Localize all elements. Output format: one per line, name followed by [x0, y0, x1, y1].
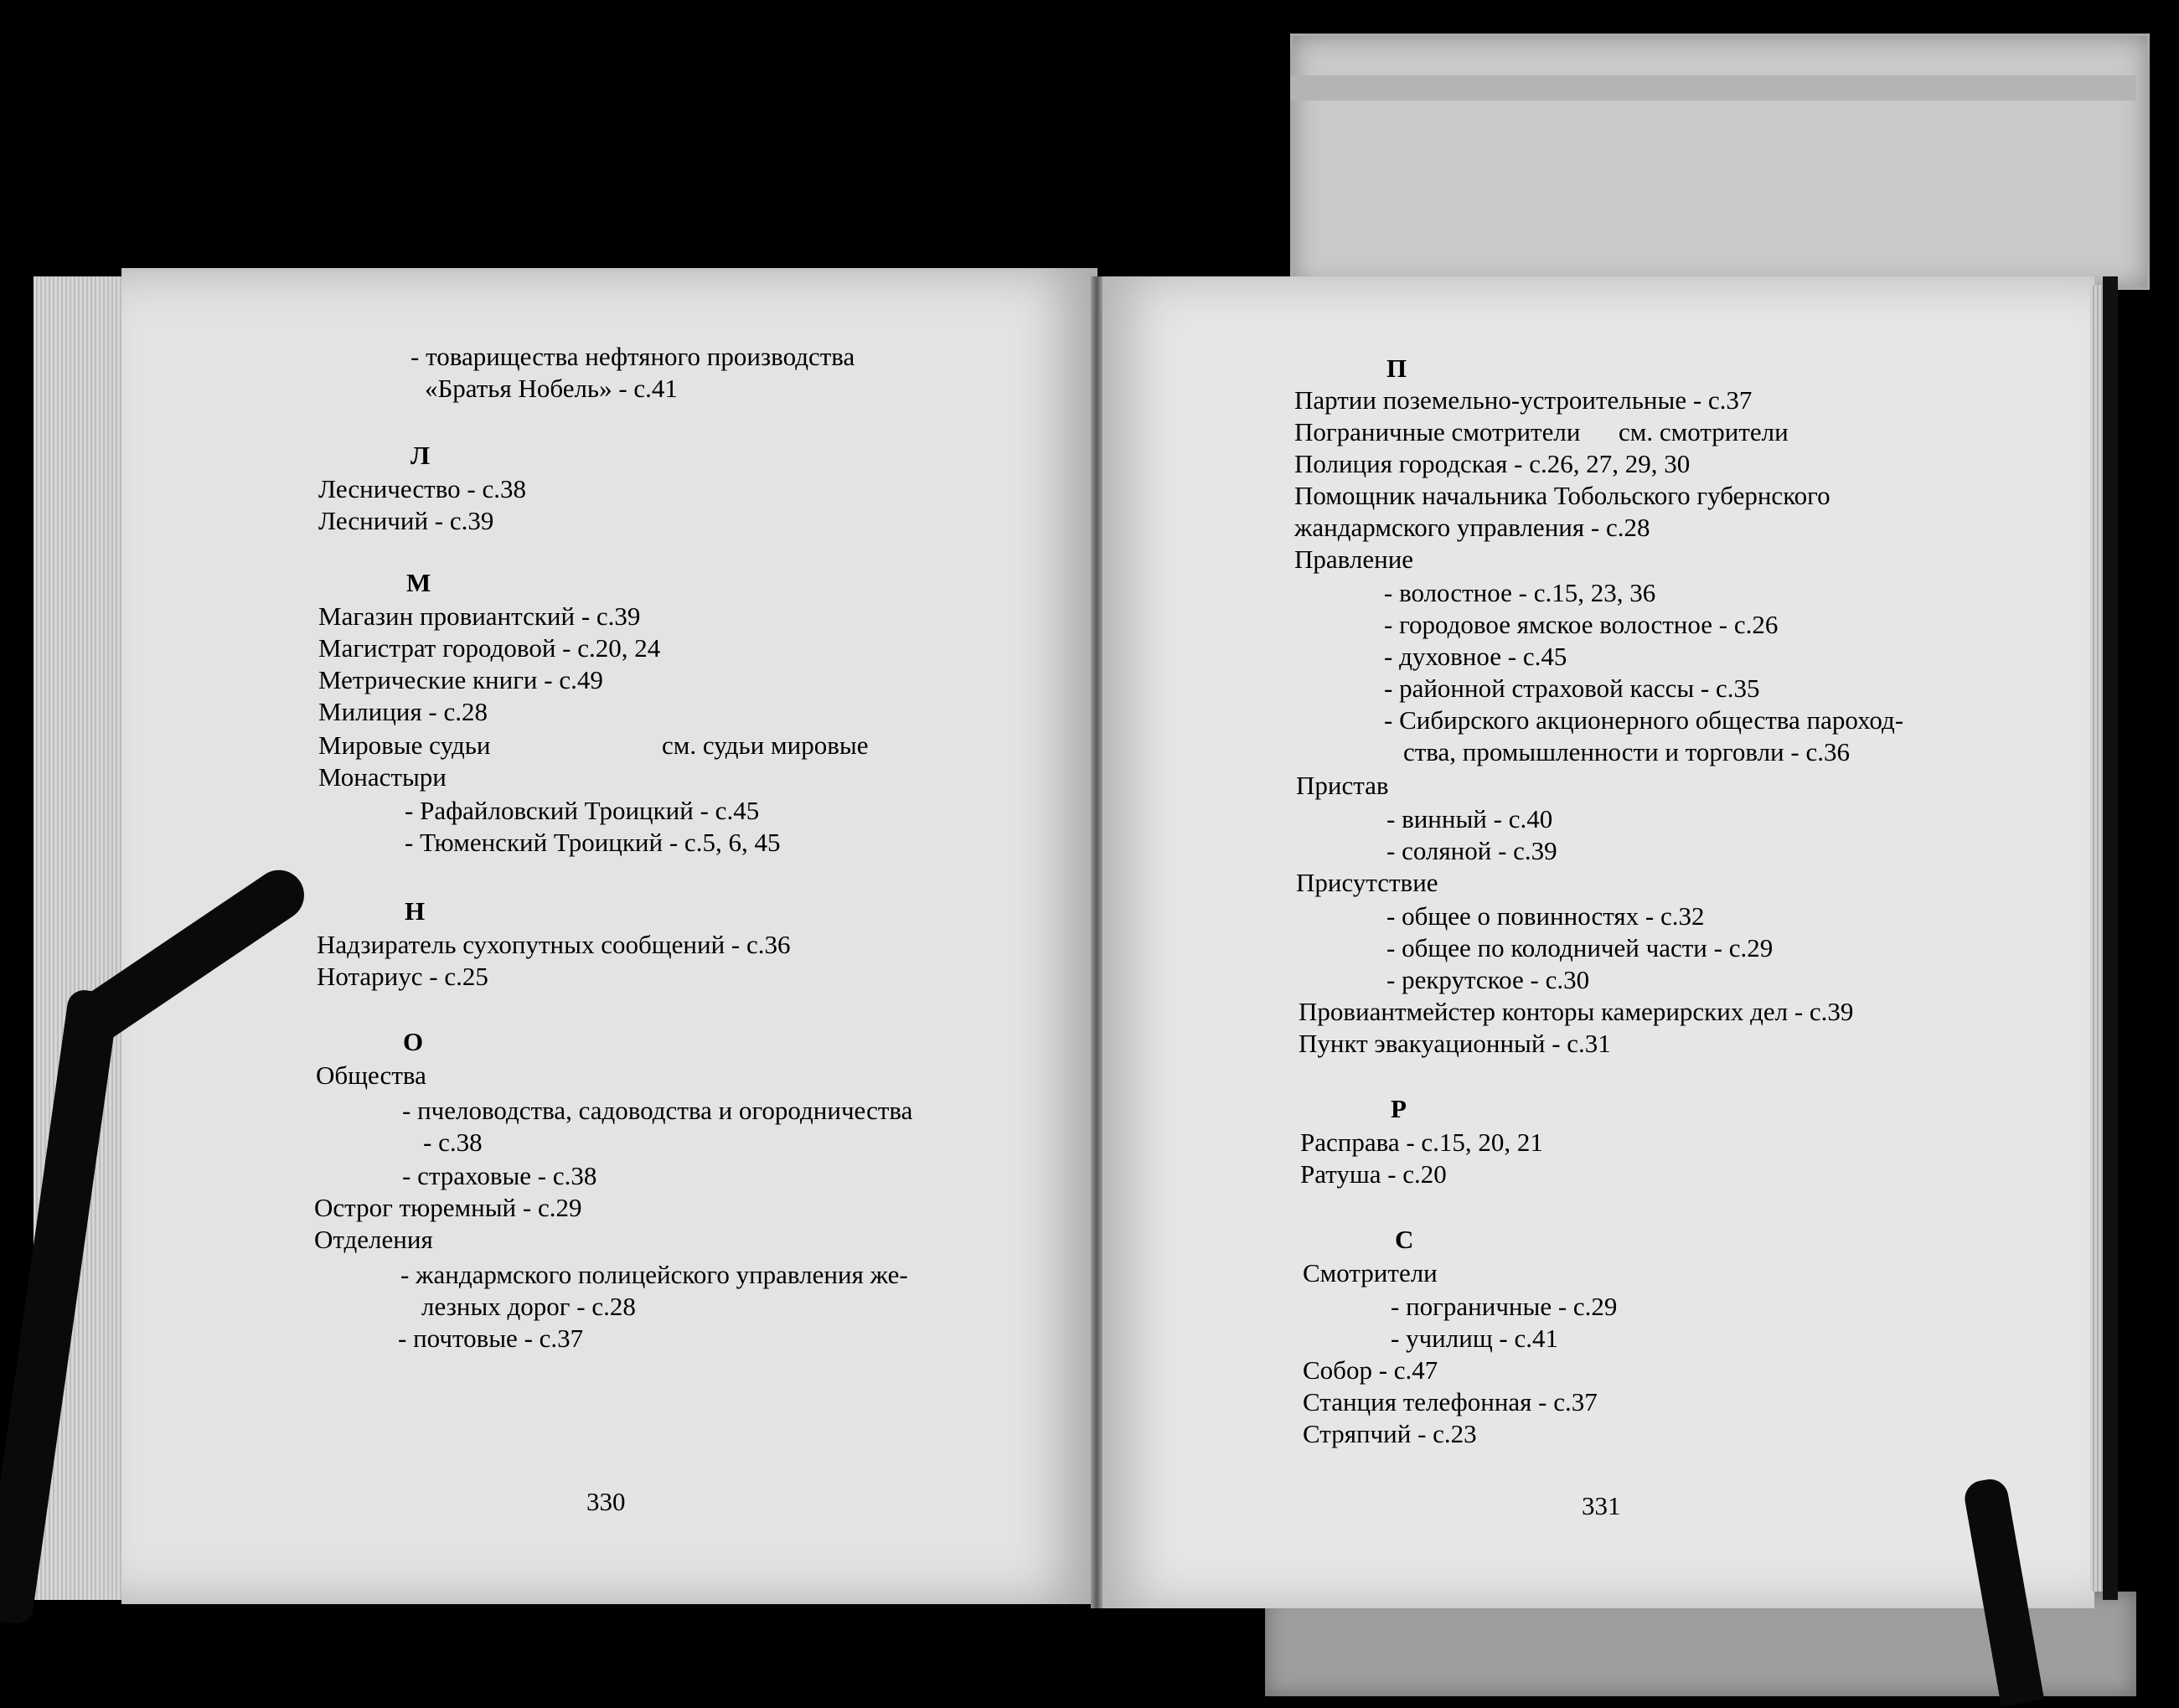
index-entry: Расправа - с.15, 20, 21: [1300, 1127, 1543, 1157]
index-entry: Милиция - с.28: [318, 697, 488, 726]
index-entry: Лесничий - с.39: [318, 506, 494, 535]
right-page: [1097, 276, 2094, 1608]
cross-reference: см. судьи мировые: [662, 730, 869, 760]
index-entry: Метрические книги - с.49: [318, 665, 603, 694]
index-entry: - Сибирского акционерного общества пароход-: [1384, 705, 1904, 735]
index-entry: Партии поземельно-устроительные - с.37: [1294, 385, 1753, 415]
index-entry: - почтовые - с.37: [398, 1324, 584, 1353]
index-entry: - с.38: [423, 1127, 483, 1157]
index-entry: Смотрители: [1303, 1258, 1438, 1287]
right-cover-edge: [2103, 276, 2118, 1600]
section-letter: Р: [1391, 1094, 1407, 1123]
index-entry: - Тюменский Троицкий - с.5, 6, 45: [405, 828, 781, 857]
index-entry: Магазин провиантский - с.39: [318, 601, 641, 631]
index-entry: Нотариус - с.25: [317, 962, 488, 991]
index-entry: - винный - с.40: [1386, 804, 1553, 833]
left-page: [121, 268, 1097, 1604]
index-entry: - страховые - с.38: [402, 1161, 597, 1190]
index-entry: ства, промышленности и торговли - с.36: [1403, 737, 1850, 766]
index-entry: - районной страховой кассы - с.35: [1384, 673, 1760, 703]
index-entry: - товарищества нефтяного производства: [410, 342, 855, 371]
index-entry: жандармского управления - с.28: [1294, 513, 1650, 542]
index-entry: Пункт эвакуационный - с.31: [1299, 1029, 1611, 1058]
index-entry: Пограничные смотрители: [1294, 417, 1581, 446]
index-entry: Правление: [1294, 544, 1414, 574]
index-entry: - пчеловодства, садоводства и огородничества: [402, 1096, 913, 1125]
index-entry: Помощник начальника Тобольского губернского: [1294, 481, 1830, 510]
index-entry: Лесничество - с.38: [318, 474, 526, 503]
index-entry: - жандармского полицейского управления же-: [400, 1260, 908, 1289]
index-entry: лезных дорог - с.28: [421, 1292, 636, 1321]
background-paper-edge: [1290, 75, 2136, 101]
index-entry: Общества: [316, 1060, 426, 1090]
index-entry: - общее о повинностях - с.32: [1386, 901, 1705, 931]
section-letter: С: [1395, 1225, 1414, 1254]
index-entry: Пристав: [1296, 771, 1389, 800]
index-entry: Надзиратель сухопутных сообщений - с.36: [317, 930, 791, 959]
section-letter: П: [1386, 353, 1407, 383]
index-entry: - общее по колодничей части - с.29: [1386, 933, 1774, 962]
index-entry: - городовое ямское волостное - с.26: [1384, 610, 1779, 639]
index-entry: - пограничные - с.29: [1391, 1292, 1618, 1321]
index-entry: Магистрат городовой - с.20, 24: [318, 633, 661, 663]
background-paper-stack: [1290, 34, 2150, 290]
index-entry: Полиция городская - с.26, 27, 29, 30: [1294, 449, 1691, 478]
index-entry: - волостное - с.15, 23, 36: [1384, 578, 1656, 607]
index-entry: Провиантмейстер конторы камерирских дел - с.39: [1299, 997, 1854, 1026]
index-entry: «Братья Нобель» - с.41: [425, 374, 678, 403]
index-entry: Ратуша - с.20: [1300, 1159, 1447, 1189]
index-entry: Стряпчий - с.23: [1303, 1419, 1477, 1448]
index-entry: Присутствие: [1296, 868, 1438, 897]
index-entry: - соляной - с.39: [1386, 836, 1557, 865]
section-letter: Л: [410, 441, 431, 470]
index-entry: Острог тюремный - с.29: [314, 1193, 582, 1222]
page-number: 331: [1582, 1491, 1621, 1520]
section-letter: Н: [405, 896, 426, 926]
section-letter: М: [406, 568, 431, 597]
index-entry: - рекрутское - с.30: [1386, 965, 1590, 994]
index-entry: - духовное - с.45: [1384, 642, 1567, 671]
index-entry: Монастыри: [318, 762, 447, 792]
section-letter: О: [403, 1027, 424, 1056]
page-number: 330: [586, 1487, 626, 1516]
index-entry: - Рафайловский Троицкий - с.45: [405, 796, 760, 825]
index-entry: Мировые судьи: [318, 730, 491, 760]
index-entry: - училищ - с.41: [1391, 1324, 1559, 1353]
cross-reference: см. смотрители: [1619, 417, 1789, 446]
index-entry: Отделения: [314, 1225, 433, 1254]
book-gutter: [1091, 276, 1102, 1608]
index-entry: Собор - с.47: [1303, 1355, 1438, 1385]
index-entry: Станция телефонная - с.37: [1303, 1387, 1598, 1416]
